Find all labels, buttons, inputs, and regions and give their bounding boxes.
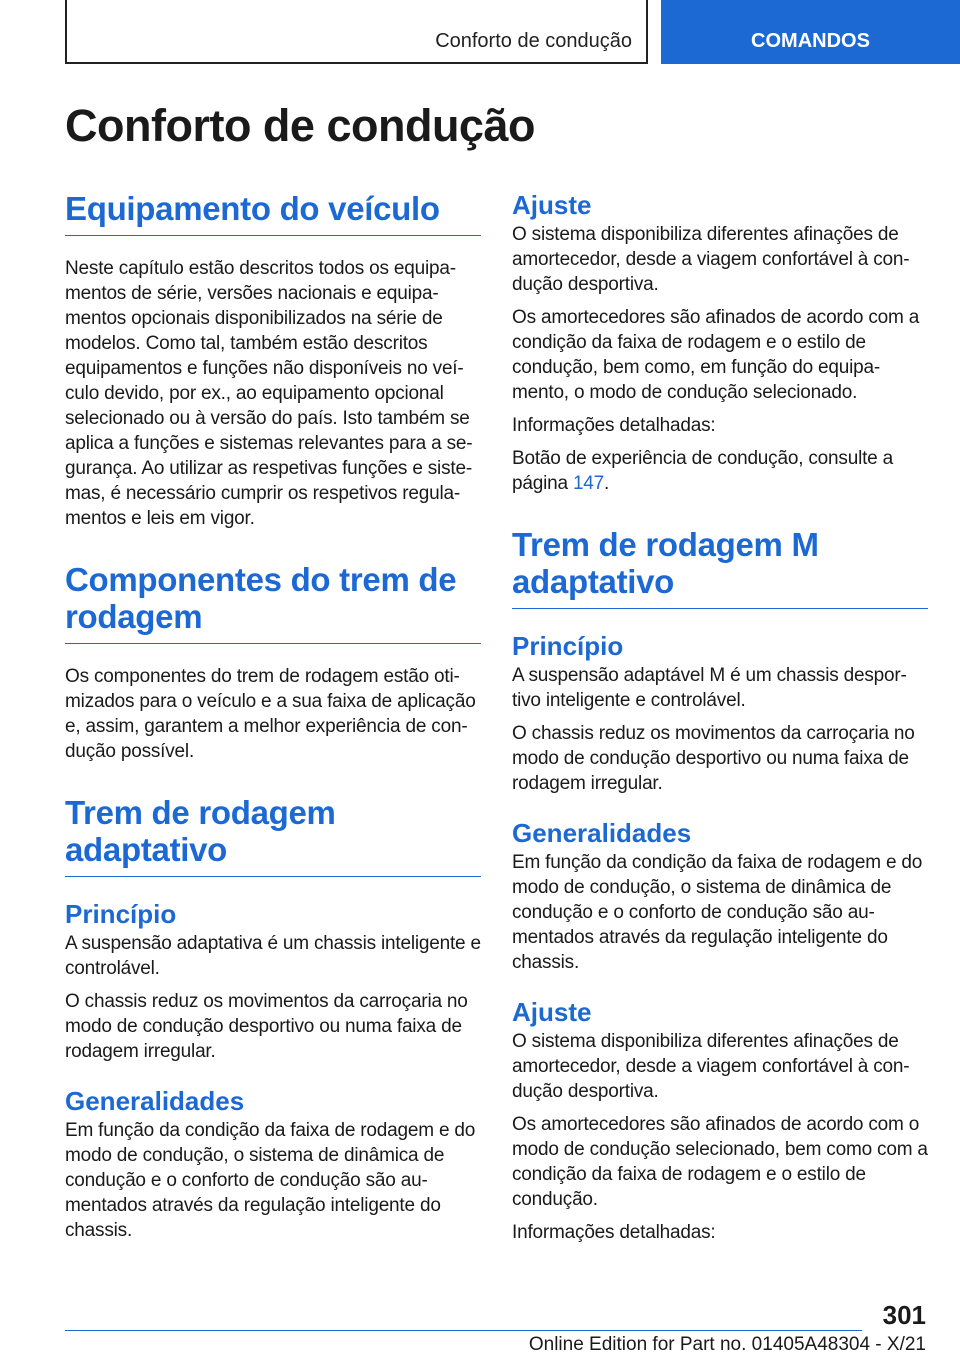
paragraph: O chassis reduz os movimentos da carroçaria no modo de condução desportivo ou numa faixa de rodagem irregular. [512, 723, 915, 794]
header-section-box [65, 0, 648, 64]
paragraph: Informações detalhadas: [512, 415, 716, 436]
page-title: Conforto de condução [65, 100, 535, 151]
right-column [512, 190, 928, 1253]
paragraph: Em função da condição da faixa de rodagem e do modo de condução, o sistema de dinâmica de condução e o conforto de condução são aumentados através da regulação inteligente do chassis. [65, 1120, 476, 1241]
footer-divider [65, 1330, 862, 1331]
paragraph-text: Botão de experiência de condução, consulte a página [512, 448, 893, 494]
subheading-generalidades: Generalidades [65, 1086, 245, 1116]
paragraph: A suspensão adaptativa é um chassis inteligente e controlável. [65, 933, 481, 979]
paragraph: Neste capítulo estão descritos todos os equipamentos de série, versões nacionais e equipamentos opcionais disponibilizados na série de modelos. Como tal, também estão descritos equipamentos e funções não disponíveis no veículo devido, por ex., ao equipamento opcional selecionado ou à versão do país. Isto também se aplica a funções e sistemas relevantes para a segurança. Ao utilizar as respetivas funções e sistemas, é necessário cumprir os respetivos regulamentos e leis em vigor. [65, 258, 473, 529]
header-chapter-tab[interactable] [661, 0, 960, 64]
paragraph: Os amortecedores são afinados de acordo com o modo de condução selecionado, bem como com a condição da faixa de rodagem e o estilo de condução. [512, 1114, 928, 1210]
paragraph: Os amortecedores são afinados de acordo com a condição da faixa de rodagem e o estilo de condução, bem como, em função do equipamento, o modo de condução selecionado. [512, 307, 920, 403]
heading-trem-adaptativo: Trem de rodagem adaptativo [65, 794, 481, 877]
paragraph: O sistema disponibiliza diferentes afinações de amortecedor, desde a viagem confortável à condução desportiva. [512, 1031, 910, 1102]
paragraph: Em função da condição da faixa de rodagem e do modo de condução, o sistema de dinâmica de condução e o conforto de condução são aumentados através da regulação inteligente do chassis. [512, 852, 923, 973]
left-column [65, 190, 481, 1251]
heading-componentes: Componentes do trem de rodagem [65, 561, 481, 644]
page-number: 301 [882, 1300, 926, 1330]
paragraph: O sistema disponibiliza diferentes afinações de amortecedor, desde a viagem confortável à condução desportiva. [512, 224, 910, 295]
header-section-title: Conforto de condução [435, 30, 632, 52]
heading-trem-m-adaptativo: Trem de rodagem M adaptativo [512, 526, 928, 609]
subheading-principio: Princípio [65, 899, 177, 929]
page-link-147[interactable]: 147 [572, 473, 605, 494]
footer-edition: Online Edition for Part no. 01405A48304 - X/21 [528, 1334, 926, 1355]
subheading-principio: Princípio [512, 631, 624, 661]
subheading-ajuste: Ajuste [512, 190, 592, 220]
heading-equipamento: Equipamento do veículo [65, 190, 481, 236]
subheading-ajuste: Ajuste [512, 997, 592, 1027]
paragraph: Os componentes do trem de rodagem estão otimizados para o veículo e a sua faixa de aplicação e, assim, garantem a melhor experiência de condução possível. [65, 666, 476, 762]
paragraph: Informações detalhadas: [512, 1222, 716, 1243]
paragraph-end: . [604, 473, 610, 494]
header-chapter-label: COMANDOS [751, 29, 870, 52]
paragraph: A suspensão adaptável M é um chassis desportivo inteligente e controlável. [512, 665, 907, 711]
paragraph: O chassis reduz os movimentos da carroçaria no modo de condução desportivo ou numa faixa de rodagem irregular. [65, 991, 468, 1062]
paragraph-with-link [512, 446, 928, 496]
subheading-generalidades: Generalidades [512, 818, 692, 848]
